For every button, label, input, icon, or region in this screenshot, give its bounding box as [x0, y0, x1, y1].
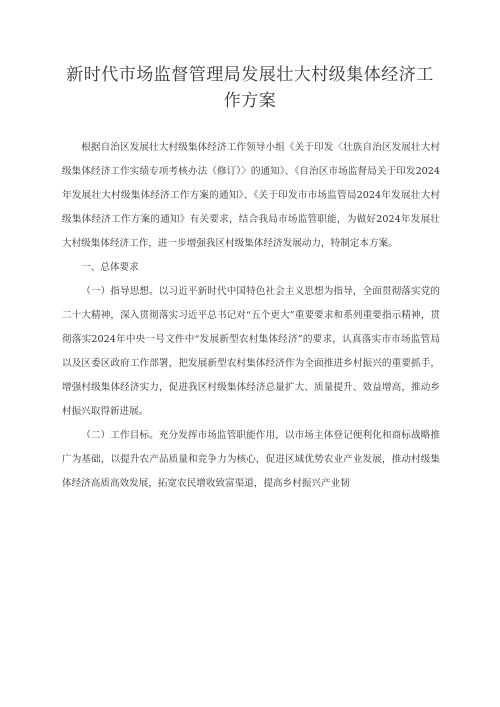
document-title: 新时代市场监督管理局发展壮大村级集体经济工作方案	[66, 65, 434, 111]
section-heading: 一、总体要求	[81, 262, 139, 273]
work-goals-paragraph: （二）工作目标。充分发挥市场监管职能作用，以市场主体登记便利化和商标战略推广为基础，以提升农产品质量和竞争力为核心，促进区域优势农业产业发展，推动村级集体经济高质高效发展，拓宽农民增收致富渠道，提高乡村振兴产业韧	[62, 430, 440, 489]
document-body	[62, 136, 440, 496]
intro-paragraph: 根据自治区发展壮大村级集体经济工作领导小组《关于印发〈壮族自治区发展壮大村级集体经济工作实绩专项考核办法（修订）〉的通知》、《自治区市场监督局关于印发2024年发展壮大村级集体经济工作方案的通知》、《关于印发市市场监管局2024年发展壮大村级集体经济工作方案的通知》有关要求，结合我局市场监管职能，为做好2024年发展壮大村级集体经济工作，进一步增强我区村级集体经济发展动力，特制定本方案。	[62, 142, 440, 249]
guiding-thought-paragraph: （一）指导思想。以习近平新时代中国特色社会主义思想为指导，全面贯彻落实党的二十大精神，深入贯彻落实习近平总书记对“五个更大”重要要求和系列重要指示精神，贯彻落实2024年中央一号文件中“发展新型农村集体经济”的要求，认真落实市市场监管局以及区委区政府工作部署，把发展新型农村集体经济作为全面推进乡村振兴的重要抓手，增强村级集体经济实力，促进我区村级集体经济总量扩大、质量提升、效益增高，推动乡村振兴取得新进展。	[62, 286, 440, 417]
